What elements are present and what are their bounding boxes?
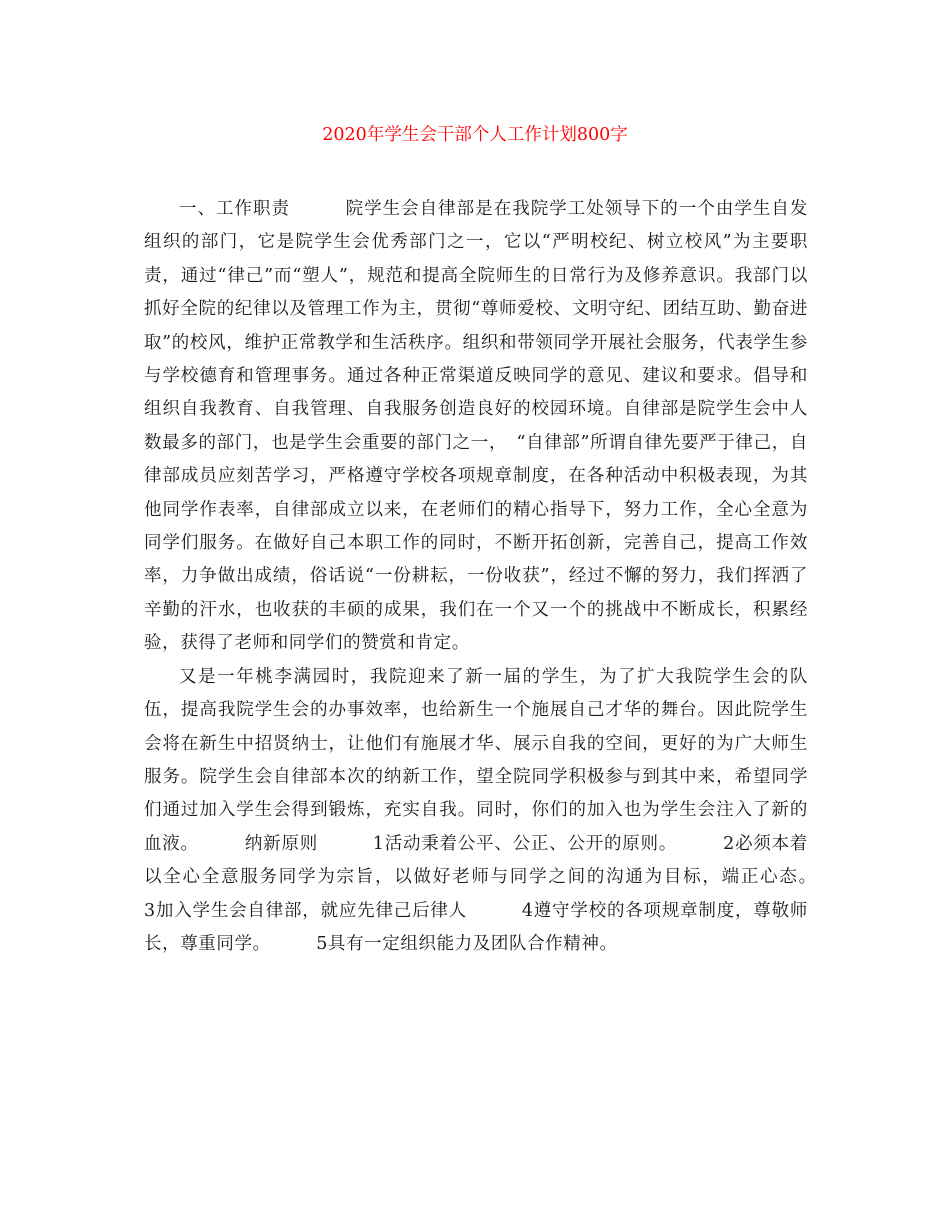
document-body (144, 193, 863, 961)
paragraph-recruitment: 又是一年桃李满园时，我院迎来了新一届的学生，为了扩大我院学生会的队伍，提高我院学生会的办事效率，也给新生一个施展自己才华的舞台。因此院学生会将在新生中招贤纳士，让他们有施展才华、展示自我的空间，更好的为广大师生服务。院学生会自律部本次的纳新工作，望全院同学积极参与到其中来，希望同学们通过加入学生会得到锻炼，充实自我。同时，你们的加入也为学生会注入了新的血液。 纳新原则 1活动秉着公平、公正、公开的原则。 2必须本着以全心全意服务同学为宗旨，以做好老师与同学之间的沟通为目标，端正心态。 3加入学生会自律部，就应先律己后律人 4遵守学校的各项规章制度，尊敬师长，尊重同学。 5具有一定组织能力及团队合作精神。 (144, 666, 863, 954)
document-title: 2020年学生会干部个人工作计划800字 (322, 125, 628, 145)
paragraph-work-duties: 一、工作职责 院学生会自律部是在我院学工处领导下的一个由学生自发组织的部门，它是院学生会优秀部门之一，它以“严明校纪、树立校风”为主要职责，通过“律己”而“塑人”，规范和提高全院师生的日常行为及修养意识。我部门以抓好全院的纪律以及管理工作为主，贯彻“尊师爱校、文明守纪、团结互助、勤奋进取”的校风，维护正常教学和生活秩序。组织和带领同学开展社会服务，代表学生参与学校德育和管理事务。通过各种正常渠道反映同学的意见、建议和要求。倡导和组织自我教育、自我管理、自我服务创造良好的校园环境。自律部是院学生会中人数最多的部门，也是学生会重要的部门之一， “自律部”所谓自律先要严于律己，自律部成员应刻苦学习，严格遵守学校各项规章制度，在各种活动中积极表现，为其他同学作表率，自律部成立以来，在老师们的精心指导下，努力工作，全心全意为同学们服务。在做好自己本职工作的同时，不断开拓创新，完善自己，提高工作效率，力争做出成绩，俗话说“一份耕耘，一份收获”，经过不懈的努力，我们挥洒了辛勤的汗水，也收获的丰硕的成果，我们在一个又一个的挑战中不断成长，积累经验，获得了老师和同学们的赞赏和肯定。 (144, 199, 808, 654)
